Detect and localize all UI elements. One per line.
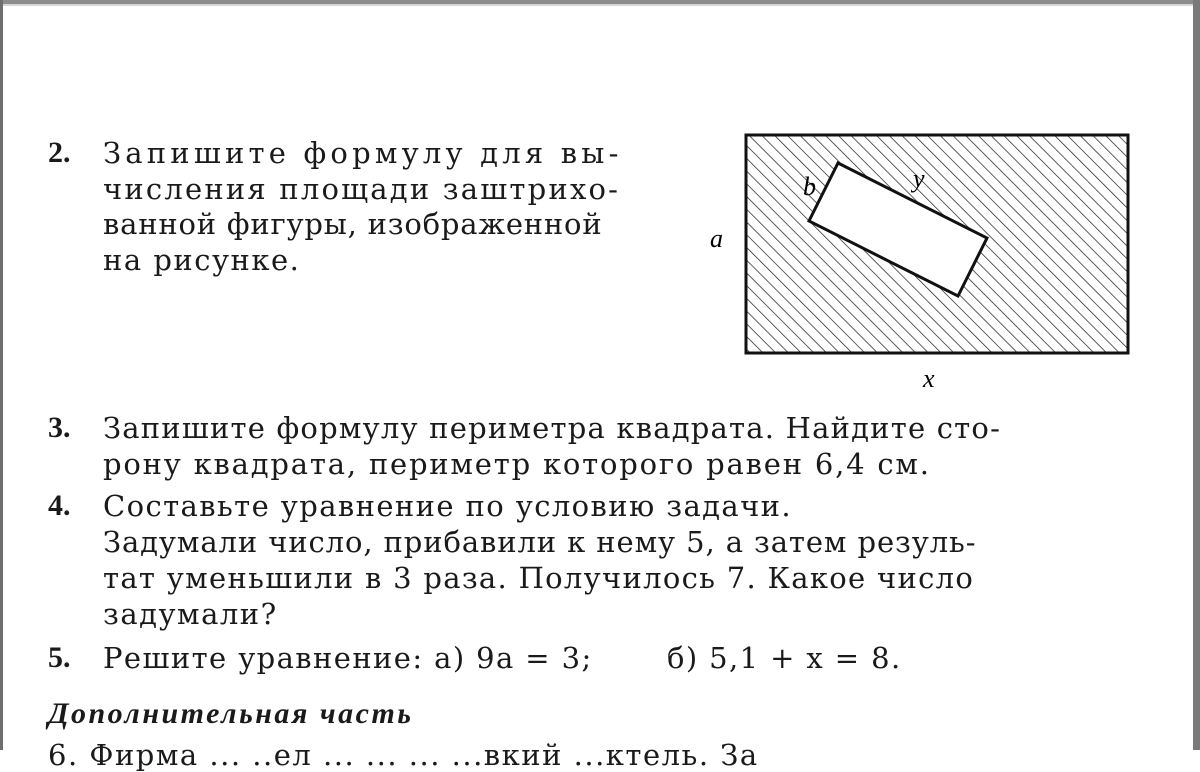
section-heading: Дополнительная часть — [48, 697, 414, 730]
window-right-border — [1193, 0, 1200, 750]
problem-text-line: Запишите формулу периметра квадрата. Найдите сто- — [103, 411, 1002, 445]
problem-text-line: числения площади заштрихо- — [103, 172, 621, 206]
problem-text-line: Составьте уравнение по условию задачи. — [103, 489, 793, 523]
equation-line: Решите уравнение: а) 9a = 3; б) 5,1 + x = 8. — [103, 641, 902, 675]
window-left-border — [0, 0, 3, 750]
problem-text-line: Задумали число, прибавили к нему 5, а затем резуль- — [103, 525, 977, 559]
problem-text-line: задумали? — [103, 597, 278, 631]
cut-off-text: 6. Фирма ... ..ел ... ... ... ...вкий ...ктель. За — [48, 738, 759, 772]
window-top-border-inner — [0, 4, 1200, 6]
problem-number: 2. — [48, 136, 71, 169]
label-x: x — [923, 364, 935, 393]
label-y: y — [913, 164, 925, 193]
label-a: a — [710, 224, 723, 253]
problem-number: 4. — [48, 489, 71, 522]
problem-number: 5. — [48, 641, 71, 674]
problem-text-line: на рисунке. — [103, 243, 301, 277]
problem-text-line: рону квадрата, периметр которого равен 6,4 см. — [103, 447, 931, 481]
problem-number: 3. — [48, 411, 71, 444]
problem-text-line: Запишите формулу для вы- — [103, 136, 623, 170]
label-b: b — [803, 172, 816, 201]
problem-text-line: тат уменьшили в 3 раза. Получилось 7. Какое число — [103, 561, 975, 595]
problem-text-line: ванной фигуры, изображенной — [103, 207, 603, 241]
hatched-rectangle-figure — [700, 125, 1140, 395]
